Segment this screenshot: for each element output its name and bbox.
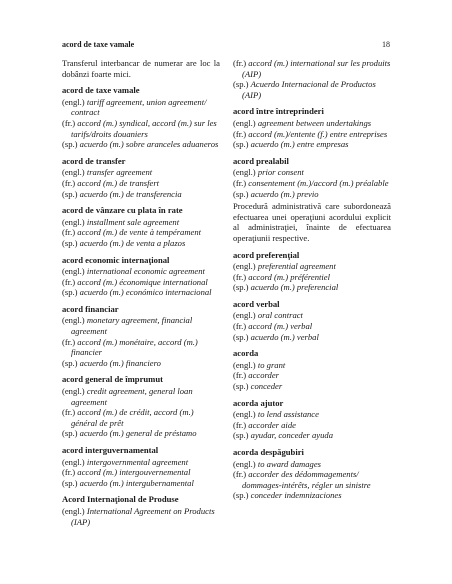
- dictionary-entry: [62, 255, 220, 298]
- translation-line: [62, 238, 220, 249]
- language-code: (fr.): [233, 177, 247, 188]
- translation-line: [62, 277, 220, 288]
- translation-text: oral contract: [257, 310, 303, 321]
- translation-line: [62, 478, 220, 489]
- page-number: 18: [382, 40, 390, 49]
- translation-line: [233, 58, 391, 79]
- translation-line: [62, 358, 220, 369]
- translation-text: prior consent: [257, 167, 304, 178]
- language-code: (fr.): [233, 419, 247, 430]
- header-title: acord de taxe vamale: [62, 40, 135, 49]
- language-code: (fr.): [233, 469, 247, 480]
- entry-term: acord de vânzare cu plata în rate: [62, 205, 183, 216]
- translation-line: [62, 97, 220, 118]
- translation-line: [62, 467, 220, 478]
- language-code: (sp.): [62, 139, 78, 150]
- dictionary-entry: [62, 156, 220, 199]
- dictionary-entry: [62, 494, 220, 527]
- translation-text: acuerdo (m.) intergubernamental: [79, 477, 194, 488]
- translation-line: [233, 381, 391, 392]
- entry-term: acord preferenţial: [233, 249, 300, 260]
- language-code: (engl.): [62, 96, 85, 107]
- translation-text: accord (m.) verbal: [248, 321, 313, 332]
- dictionary-entry: [62, 445, 220, 488]
- translation-line: [233, 469, 391, 490]
- language-code: (fr.): [62, 227, 76, 238]
- translation-line: [62, 506, 220, 527]
- dictionary-entry: [233, 299, 391, 342]
- translation-text: installment sale agreement: [86, 216, 180, 227]
- language-code: (engl.): [233, 117, 256, 128]
- entry-term: acord prealabil: [233, 155, 289, 166]
- running-header: [62, 40, 390, 54]
- translation-text: acuerdo (m.) general de préstamo: [79, 428, 197, 439]
- translation-line: [62, 178, 220, 189]
- language-code: (fr.): [62, 336, 76, 347]
- dictionary-entry: [233, 348, 391, 391]
- dictionary-entry: [233, 156, 391, 244]
- translation-text: accord (m.) préférentiel: [248, 271, 330, 282]
- language-code: (fr.): [233, 321, 247, 332]
- entry-term: acorda despăgubiri: [233, 447, 304, 457]
- entry-term: acord economic internaţional: [62, 254, 170, 265]
- dictionary-entry: [233, 398, 391, 441]
- entry-term: acord de transfer: [62, 155, 126, 166]
- language-code: (engl.): [62, 266, 85, 277]
- translation-line: [62, 139, 220, 150]
- translation-line: [233, 118, 391, 129]
- translation-line: [62, 407, 220, 428]
- translation-text: accord (m.) de crédit, accord (m.) général de prêt: [71, 407, 194, 428]
- translation-text: acuerdo (m.) preferencial: [250, 282, 339, 293]
- translation-text: consentement (m.)/accord (m.) préalable: [248, 177, 389, 188]
- dictionary-entry: [233, 106, 391, 149]
- translation-text: accord (m.) intergouvernemental: [77, 467, 191, 478]
- language-code: (engl.): [62, 216, 85, 227]
- language-code: (fr.): [62, 177, 76, 188]
- language-code: (sp.): [62, 287, 78, 298]
- language-code: (engl.): [62, 386, 85, 397]
- translation-line: [62, 266, 220, 277]
- translation-text: acuerdo (m.) de transferencia: [79, 188, 182, 199]
- right-column: [233, 58, 391, 507]
- language-code: (fr.): [62, 467, 76, 478]
- translation-line: [233, 409, 391, 420]
- language-code: (fr.): [233, 58, 247, 68]
- translation-text: conceder: [250, 381, 283, 392]
- translation-text: acuerdo (m.) sobre aranceles aduaneros: [79, 139, 219, 150]
- translation-line: [62, 457, 220, 468]
- translation-text: accord (m.) de transfert: [77, 177, 160, 188]
- language-code: (fr.): [233, 271, 247, 282]
- translation-text: preferential agreement: [257, 261, 336, 272]
- translation-text: tariff agreement, union agreement/ contract: [71, 96, 207, 118]
- translation-line: [233, 370, 391, 381]
- language-code: (sp.): [62, 428, 78, 439]
- language-code: (sp.): [62, 357, 78, 368]
- translation-text: acuerdo (m.) verbal: [250, 331, 319, 342]
- language-code: (engl.): [62, 315, 85, 326]
- translation-line: [233, 321, 391, 332]
- translation-line: [62, 189, 220, 200]
- translation-line: [62, 167, 220, 178]
- translation-text: to lend assistance: [257, 409, 319, 420]
- entry-term: acord general de împrumut: [62, 374, 163, 385]
- translation-line: [62, 227, 220, 238]
- entry-term: acord financiar: [62, 303, 119, 314]
- translation-text: acuerdo (m.) previo: [250, 188, 319, 199]
- translation-line: [233, 272, 391, 283]
- translation-line: [62, 337, 220, 358]
- translation-line: [233, 360, 391, 371]
- translation-line: [62, 217, 220, 228]
- translation-text: accorder des dédommagements/ dommages-intérêts, régler un sinistre: [242, 469, 371, 490]
- translation-line: [233, 79, 391, 100]
- translation-line: [233, 178, 391, 189]
- translation-line: [62, 315, 220, 336]
- translation-text: accorder aide: [248, 419, 296, 430]
- translation-text: Acuerdo Internacional de Productos (AIP): [242, 79, 376, 100]
- translation-text: intergovernmental agreement: [86, 456, 189, 467]
- translation-line: [62, 428, 220, 439]
- entry-term: acord interguvernamental: [62, 445, 159, 455]
- language-code: (sp.): [233, 79, 249, 90]
- translation-text: acuerdo (m.) económico internacional: [79, 287, 212, 298]
- translation-line: [233, 129, 391, 140]
- entry-term: acorda ajutor: [233, 397, 284, 408]
- translation-line: [233, 332, 391, 343]
- translation-line: [233, 420, 391, 431]
- dictionary-entry: [62, 374, 220, 439]
- language-code: (fr.): [62, 407, 76, 418]
- entry-term: Acord Internaţional de Produse: [62, 494, 179, 505]
- translation-text: acuerdo (m.) de venta a plazos: [79, 237, 186, 248]
- translation-text: agreement between undertakings: [257, 117, 372, 128]
- dictionary-entry: [62, 85, 220, 150]
- translation-text: ayudar, conceder ayuda: [250, 430, 334, 441]
- language-code: (engl.): [233, 167, 256, 178]
- entry-term: acord între întreprinderi: [233, 106, 324, 117]
- translation-text: credit agreement, general loan agreement: [71, 386, 193, 407]
- translation-text: international economic agreement: [86, 266, 205, 277]
- translation-text: accord (m.) international sur les produits (AIP): [242, 58, 391, 79]
- language-code: (sp.): [233, 282, 249, 293]
- continued-entry: [233, 58, 391, 100]
- entry-term: acord de taxe vamale: [62, 85, 140, 96]
- language-code: (sp.): [62, 188, 78, 199]
- entry-term: acorda: [233, 348, 259, 359]
- language-code: (fr.): [62, 276, 76, 287]
- translation-line: [233, 490, 391, 501]
- translation-text: acuerdo (m.) financiero: [79, 357, 161, 368]
- translation-line: [62, 287, 220, 298]
- language-code: (engl.): [233, 359, 256, 370]
- language-code: (sp.): [233, 381, 249, 392]
- translation-line: [233, 459, 391, 470]
- language-code: (fr.): [62, 117, 76, 128]
- translation-text: International Agreement on Products (IAP): [71, 505, 215, 527]
- intro-paragraph: Transferul interbancar de numerar are loc la dobânzi foarte mici.: [62, 58, 220, 79]
- translation-text: accord (m.) économique international: [77, 276, 208, 287]
- dictionary-entry: [233, 447, 391, 501]
- language-code: (engl.): [233, 409, 256, 420]
- translation-text: acuerdo (m.) entre empresas: [250, 139, 349, 150]
- translation-text: conceder indemnizaciones: [250, 490, 342, 501]
- translation-line: [233, 261, 391, 272]
- translation-line: [233, 282, 391, 293]
- language-code: (engl.): [62, 456, 85, 467]
- language-code: (sp.): [233, 331, 249, 342]
- translation-line: [233, 189, 391, 200]
- translation-line: [233, 139, 391, 150]
- translation-text: to award damages: [257, 458, 322, 469]
- language-code: (fr.): [233, 370, 247, 381]
- dictionary-entry: [233, 250, 391, 293]
- translation-text: accorder: [248, 370, 279, 381]
- language-code: (sp.): [233, 139, 249, 150]
- translation-line: [233, 310, 391, 321]
- entry-term: acord verbal: [233, 298, 280, 309]
- translation-text: monetary agreement, financial agreement: [71, 315, 193, 337]
- translation-line: [62, 118, 220, 139]
- translation-text: accord (m.) syndical, accord (m.) sur les tarifs/droits douaniers: [71, 117, 217, 139]
- translation-text: transfer agreement: [86, 167, 153, 178]
- language-code: (engl.): [233, 310, 256, 321]
- translation-text: accord (m.)/entente (f.) entre entreprises: [248, 128, 388, 139]
- language-code: (fr.): [233, 128, 247, 139]
- translation-text: accord (m.) de vente à tempérament: [77, 227, 202, 238]
- language-code: (sp.): [233, 430, 249, 441]
- entry-definition: Procedură administrativă care subordonează efectuarea unei operaţiuni acordului explicit al administraţiei, înainte de efectuarea operaţiunii respective.: [233, 201, 391, 243]
- translation-line: [233, 167, 391, 178]
- language-code: (engl.): [233, 261, 256, 272]
- dictionary-entry: [62, 304, 220, 369]
- language-code: (sp.): [233, 490, 249, 501]
- translation-text: accord (m.) monétaire, accord (m.) financier: [71, 336, 198, 358]
- language-code: (engl.): [233, 458, 256, 469]
- language-code: (sp.): [62, 237, 78, 248]
- language-code: (sp.): [62, 477, 78, 488]
- left-column: [62, 58, 220, 533]
- translation-line: [62, 386, 220, 407]
- translation-line: [233, 430, 391, 441]
- language-code: (engl.): [62, 167, 85, 178]
- dictionary-entry: [62, 205, 220, 248]
- translation-text: to grant: [257, 359, 286, 370]
- language-code: (engl.): [62, 505, 85, 516]
- language-code: (sp.): [233, 188, 249, 199]
